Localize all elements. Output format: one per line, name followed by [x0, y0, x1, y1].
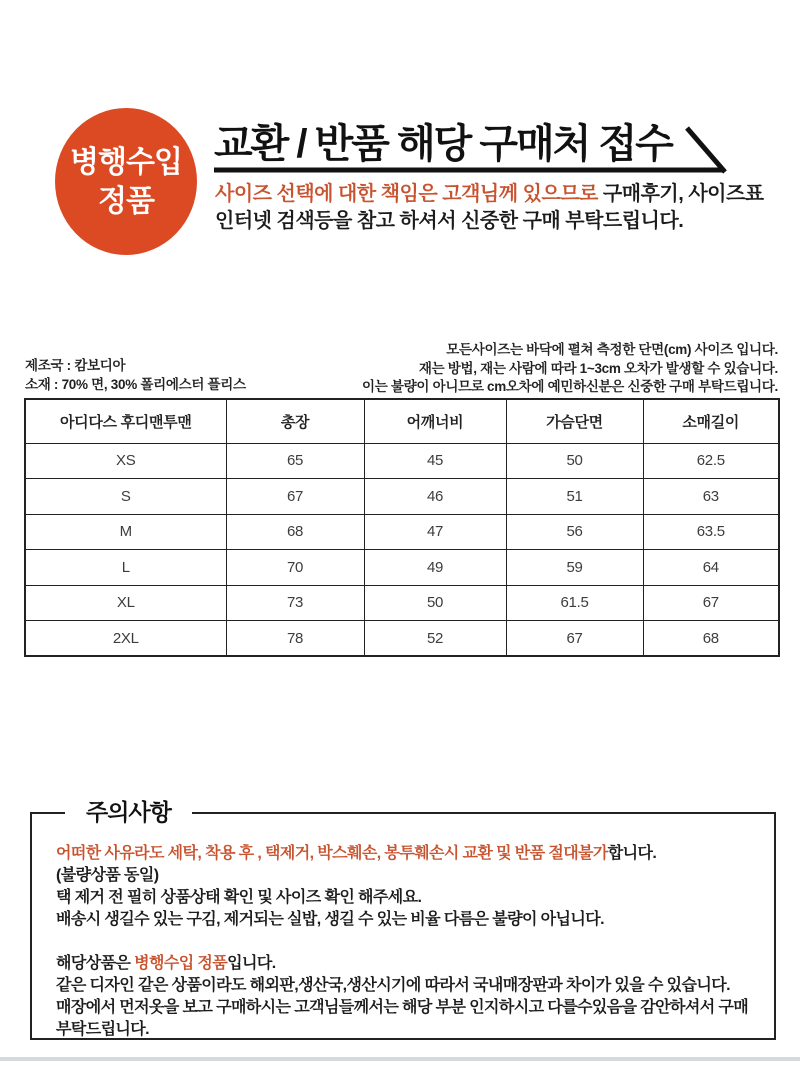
size-label-cell: XL: [25, 585, 226, 621]
cautions-section: [30, 799, 776, 1040]
measurement-cell: 64: [643, 550, 779, 586]
measurement-note-line: 재는 방법, 재는 사람에 따라 1~3cm 오차가 발생할 수 있습니다.: [418, 360, 778, 376]
measurement-cell: 51: [506, 479, 643, 515]
table-row: [25, 585, 779, 621]
measurement-cell: 50: [506, 443, 643, 479]
measurement-cell: 63.5: [643, 514, 779, 550]
measurement-cell: 63: [643, 479, 779, 515]
measurement-cell: 61.5: [506, 585, 643, 621]
measurement-cell: 52: [364, 621, 506, 657]
measurement-cell: 68: [643, 621, 779, 657]
cautions-title: 주의사항: [65, 797, 192, 828]
measurement-notes: [362, 341, 778, 397]
title-underline-swoosh-icon: [214, 122, 730, 176]
table-header-row: [25, 399, 779, 443]
caution-line: (불량상품 동일): [56, 867, 159, 884]
caution-rest: 합니다.: [607, 845, 657, 862]
caution-highlight: 병행수입 정품: [134, 955, 228, 972]
measurement-note-line: 모든사이즈는 바닥에 펼쳐 측정한 단면(cm) 사이즈 입니다.: [446, 342, 778, 357]
size-label-cell: 2XL: [25, 621, 226, 657]
size-responsibility-note: [215, 181, 775, 235]
caution-pre: 해당상품은: [56, 955, 135, 972]
measurement-cell: 67: [506, 621, 643, 657]
caution-paragraph-1: [56, 843, 756, 931]
measurement-cell: 59: [506, 550, 643, 586]
table-header-sleeve: 소매길이: [643, 399, 779, 443]
measurement-cell: 45: [364, 443, 506, 479]
subtitle-line-2: 인터넷 검색등을 참고 하셔서 신중한 구매 부탁드립니다.: [215, 210, 684, 232]
measurement-cell: 65: [226, 443, 364, 479]
caution-line: 부탁드립니다.: [56, 1021, 149, 1038]
size-label-cell: XS: [25, 443, 226, 479]
table-header-total-length: 총장: [226, 399, 364, 443]
table-row: [25, 443, 779, 479]
measurement-cell: 49: [364, 550, 506, 586]
measurement-cell: 67: [226, 479, 364, 515]
badge-line-2: 정품: [98, 184, 154, 218]
table-header-product: 아디다스 후디맨투맨: [25, 399, 226, 443]
size-label-cell: L: [25, 550, 226, 586]
caution-line: 택 제거 전 필히 상품상태 확인 및 사이즈 확인 해주세요.: [56, 889, 422, 906]
page-title: 교환 / 반품 해당 구매처 접수: [214, 122, 672, 166]
measurement-cell: 46: [364, 479, 506, 515]
measurement-note-line: 이는 불량이 아니므로 cm오차에 예민하신분은 신중한 구매 부탁드립니다.: [361, 379, 778, 394]
origin-country: 제조국 : 캄보디아: [25, 358, 126, 373]
caution-paragraph-2: [56, 953, 756, 1041]
measurement-cell: 47: [364, 514, 506, 550]
table-row: [25, 550, 779, 586]
measurement-cell: 73: [226, 585, 364, 621]
parallel-import-badge: [55, 108, 197, 255]
size-label-cell: M: [25, 514, 226, 550]
table-row: [25, 514, 779, 550]
bottom-divider: [0, 1057, 800, 1061]
subtitle-line-1: [215, 181, 775, 208]
material-info: 소재 : 70% 면, 30% 폴리에스터 플리스: [25, 377, 246, 392]
product-origin-info: [25, 356, 246, 394]
caution-highlight: 어떠한 사유라도 세탁, 착용 후 , 택제거, 박스훼손, 봉투훼손시 교환 및 반품 절대불가: [56, 845, 608, 862]
measurement-cell: 56: [506, 514, 643, 550]
size-table-body: [25, 443, 779, 656]
measurement-cell: 70: [226, 550, 364, 586]
cautions-body: [32, 814, 774, 1041]
subtitle-rest: 구매후기, 사이즈표: [597, 183, 764, 205]
caution-line: [56, 843, 756, 865]
caution-line: 같은 디자인 같은 상품이라도 해외판,생산국,생산시기에 따라서 국내매장판과 차이가 있을 수 있습니다.: [56, 977, 730, 994]
measurement-cell: 68: [226, 514, 364, 550]
caution-rest: 입니다.: [227, 955, 276, 972]
size-label-cell: S: [25, 479, 226, 515]
table-row: [25, 621, 779, 657]
measurement-cell: 62.5: [643, 443, 779, 479]
caution-line: 매장에서 먼저옷을 보고 구매하시는 고객님들께서는 해당 부분 인지하시고 다를수있음을 감안하셔서 구매: [56, 999, 749, 1016]
table-header-chest: 가슴단면: [506, 399, 643, 443]
badge-line-1: 병행수입: [70, 145, 182, 179]
caution-line: [56, 953, 756, 975]
measurement-cell: 67: [643, 585, 779, 621]
size-chart-table: [24, 398, 780, 657]
subtitle-highlight: 사이즈 선택에 대한 책임은 고객님께 있으므로: [215, 183, 598, 205]
table-row: [25, 479, 779, 515]
measurement-cell: 50: [364, 585, 506, 621]
measurement-cell: 78: [226, 621, 364, 657]
caution-line: 배송시 생길수 있는 구김, 제거되는 실밥, 생길 수 있는 비율 다름은 불량이 아닙니다.: [56, 911, 604, 928]
table-header-shoulder: 어깨너비: [364, 399, 506, 443]
